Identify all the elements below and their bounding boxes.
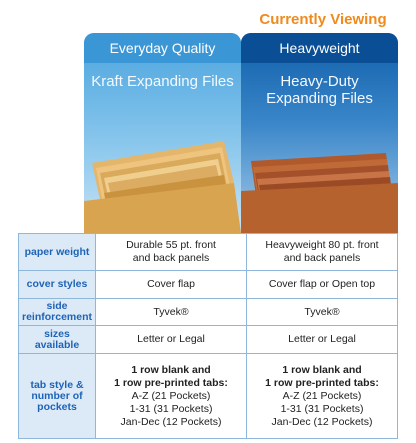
cell-heavyweight-cover-styles	[247, 271, 398, 299]
cell-line: Tyvek®	[304, 305, 340, 318]
cell-line: Heavyweight 80 pt. front	[265, 239, 379, 251]
heavyweight-column[interactable]	[241, 33, 398, 233]
cell-heavyweight-paper-weight	[247, 234, 398, 271]
table-row	[19, 326, 398, 354]
row-label-cover-styles: cover styles	[19, 271, 96, 299]
row-label-sizes-available: sizes available	[19, 326, 96, 354]
cell-heavyweight-sizes	[247, 326, 398, 354]
column-subtitle-line2: Expanding Files	[266, 90, 373, 107]
row-label-paper-weight: paper weight	[19, 234, 96, 271]
comparison-table	[18, 233, 398, 439]
cell-line: 1 row blank and	[131, 363, 211, 376]
column-title-heavyweight: Heavyweight	[241, 33, 398, 63]
cell-line: Letter or Legal	[288, 333, 356, 345]
cell-line: Tyvek®	[153, 305, 189, 318]
cell-line: 1 row pre-printed tabs:	[265, 376, 379, 389]
everyday-quality-column[interactable]	[84, 33, 241, 233]
column-subtitle-line1: Heavy-Duty	[280, 73, 359, 90]
cell-line: A-Z (21 Pockets)	[131, 389, 211, 402]
table-row	[19, 271, 398, 299]
cell-line: 1-31 (31 Pockets)	[280, 402, 364, 415]
cell-line: Letter or Legal	[137, 333, 205, 345]
cell-heavyweight-side-reinforcement	[247, 299, 398, 326]
cell-line: 1-31 (31 Pockets)	[129, 402, 213, 415]
cell-everyday-paper-weight	[96, 234, 247, 271]
kraft-file-image	[84, 123, 241, 233]
table-row	[19, 299, 398, 326]
cell-everyday-side-reinforcement	[96, 299, 247, 326]
cell-line: and back panels	[283, 252, 361, 264]
row-label-side-reinforcement: side reinforcement	[19, 299, 96, 326]
cell-everyday-sizes	[96, 326, 247, 354]
cell-line: Jan-Dec (12 Pockets)	[120, 415, 222, 428]
row-label-tab-style: tab style & number of pockets	[19, 354, 96, 439]
cell-line: A-Z (21 Pockets)	[282, 389, 362, 402]
cell-everyday-cover-styles	[96, 271, 247, 299]
cell-line: 1 row blank and	[282, 363, 362, 376]
table-row	[19, 234, 398, 271]
column-subtitle-heavyweight	[241, 73, 398, 107]
cell-line: Cover flap or Open top	[268, 278, 376, 290]
cell-line: 1 row pre-printed tabs:	[114, 376, 228, 389]
cell-everyday-tab-style	[96, 354, 247, 439]
cell-line: Cover flap	[147, 278, 195, 290]
heavy-duty-file-image	[241, 123, 398, 233]
currently-viewing-banner: Currently Viewing	[259, 11, 387, 28]
column-title-everyday: Everyday Quality	[84, 33, 241, 63]
cell-line: and back panels	[132, 252, 210, 264]
column-subtitle-everyday: Kraft Expanding Files	[91, 73, 234, 90]
cell-line: Jan-Dec (12 Pockets)	[271, 415, 373, 428]
table-row	[19, 354, 398, 439]
cell-heavyweight-tab-style	[247, 354, 398, 439]
cell-line: Durable 55 pt. front	[126, 239, 216, 251]
